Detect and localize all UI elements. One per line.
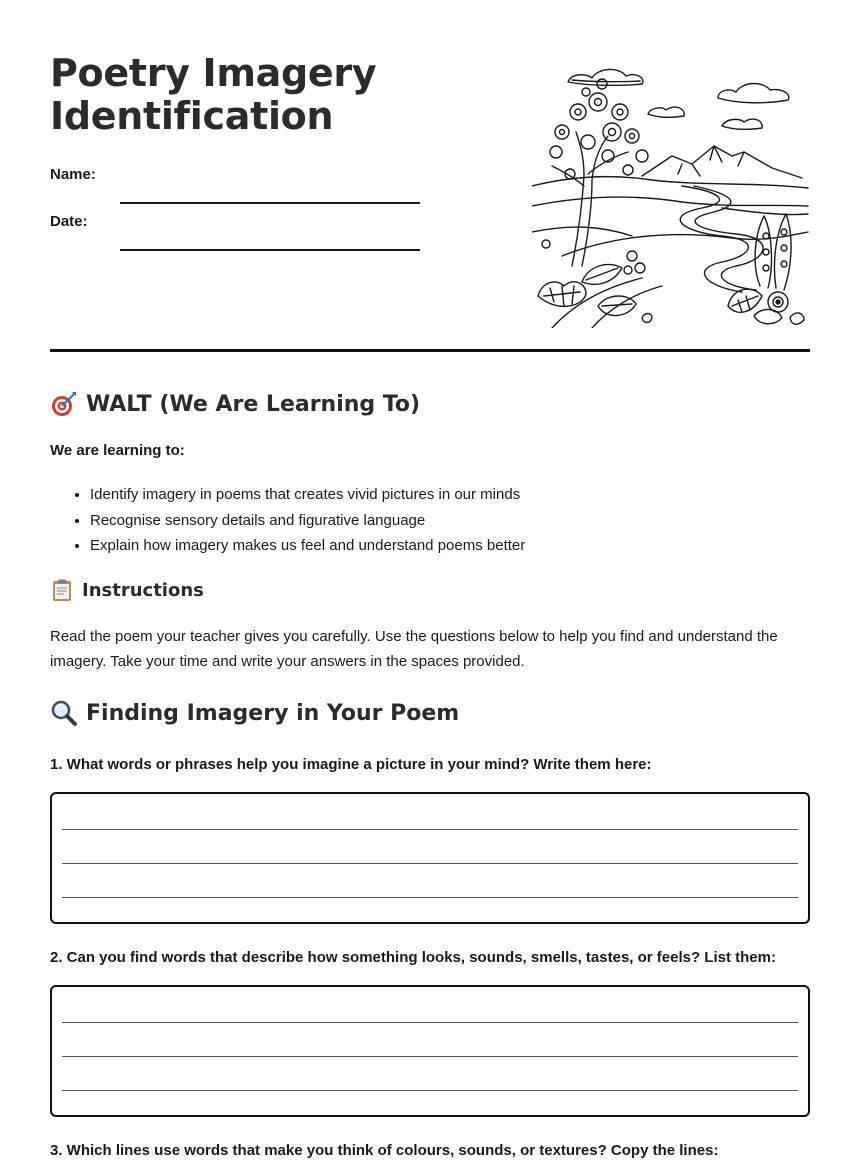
worksheet-page — [50, 0, 810, 1161]
worksheet-header — [50, 52, 810, 332]
answer-box-2[interactable] — [50, 985, 810, 1117]
name-label: Name: — [50, 166, 96, 183]
name-write-line[interactable] — [120, 188, 420, 204]
page-title — [50, 52, 520, 138]
name-field — [50, 166, 420, 196]
header-divider — [50, 349, 810, 352]
question-3: 3. Which lines use words that make you think of colours, sounds, or textures? Copy the lines: — [50, 1142, 719, 1159]
clipboard-icon — [50, 578, 74, 602]
target-icon — [50, 390, 78, 418]
date-field — [50, 213, 420, 243]
instructions-heading — [50, 578, 204, 602]
list-item: • Recognise sensory details and figurative language — [90, 508, 525, 534]
walt-heading-text: WALT (We Are Learning To) — [86, 391, 421, 417]
date-label: Date: — [50, 213, 88, 230]
finding-heading — [50, 699, 459, 727]
answer-line — [62, 1056, 798, 1057]
question-2: 2. Can you find words that describe how something looks, sounds, smells, tastes, or feels? List them: — [50, 949, 776, 966]
walt-goals-list — [90, 482, 525, 559]
answer-line — [62, 897, 798, 898]
answer-line — [62, 829, 798, 830]
answer-box-1[interactable] — [50, 792, 810, 924]
magnifier-icon — [50, 699, 78, 727]
list-item: • Explain how imagery makes us feel and understand poems better — [90, 533, 525, 559]
walt-heading — [50, 390, 420, 418]
title-line-2: Identification — [50, 94, 334, 138]
finding-heading-text: Finding Imagery in Your Poem — [86, 700, 460, 726]
list-item: • Identify imagery in poems that creates vivid pictures in our minds — [90, 482, 525, 508]
landscape-illustration — [532, 56, 810, 328]
question-1: 1. What words or phrases help you imagine a picture in your mind? Write them here: — [50, 756, 652, 773]
answer-line — [62, 863, 798, 864]
title-line-1: Poetry Imagery — [50, 51, 377, 95]
instructions-text: Read the poem your teacher gives you carefully. Use the questions below to help you find and understand the imagery. Take your time and write your answers in the spaces provided. — [50, 628, 778, 670]
answer-line — [62, 1022, 798, 1023]
walt-subheading: We are learning to: — [50, 442, 185, 459]
date-write-line[interactable] — [120, 235, 420, 251]
instructions-heading-text: Instructions — [82, 579, 204, 601]
answer-line — [62, 1090, 798, 1091]
